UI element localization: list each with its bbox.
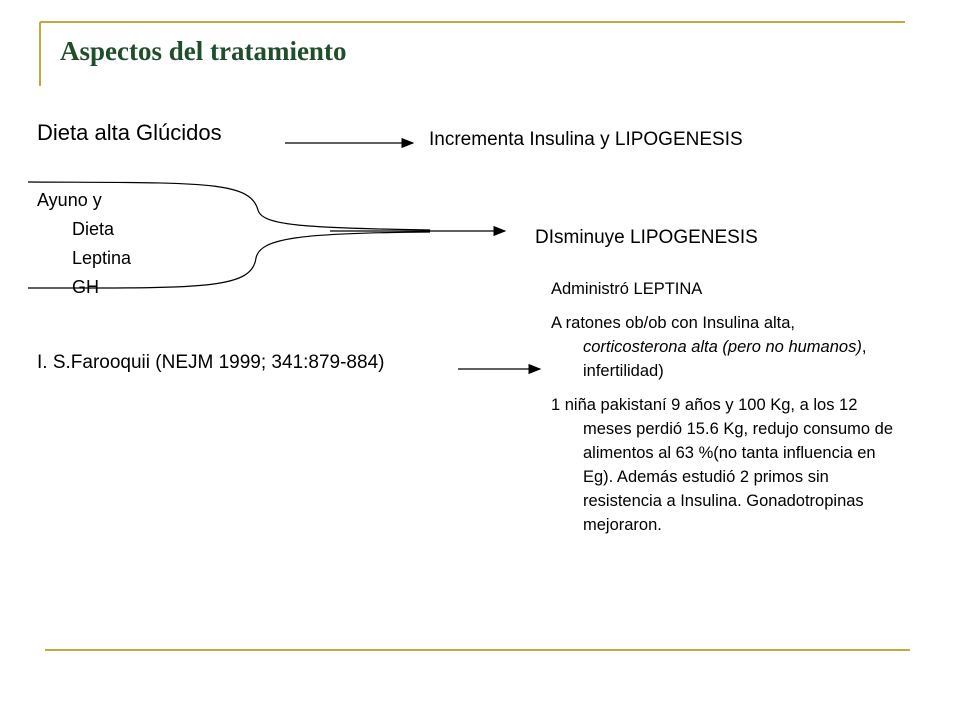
note-mice-text-a: A ratones ob/ob con Insulina alta, [551,314,796,332]
fasting-item-2: Dieta [72,219,115,239]
diet-result: Incrementa Insulina y LIPOGENESIS [429,129,743,150]
note-mice-text-b: , infertilidad) [583,338,867,380]
note-mice-italic: corticosterona alta (pero no humanos) [583,338,862,356]
slide-title: Aspectos del tratamiento [60,36,347,66]
note-girl: 1 niña pakistaní 9 años y 100 Kg, a los 12 meses perdió 15.6 Kg, redujo consumo de alimentos al 63 %(no tanta influencia en Eg). Además estudió 2 primos sin resistencia a Insulina. Gonadotropinas mejoraron. [551,396,894,534]
note-mice [551,311,896,383]
study-citation: I. S.Farooquii (NEJM 1999; 341:879-884) [37,352,385,373]
fasting-result: DIsminuye LIPOGENESIS [535,227,758,248]
fasting-item-3: Leptina [72,248,132,268]
note-leptin: Administró LEPTINA [551,280,703,298]
diet-label: Dieta alta Glúcidos [37,120,222,145]
fasting-item-4: GH [72,277,99,297]
fasting-item-1: Ayuno y [37,190,102,210]
study-notes [551,277,896,537]
